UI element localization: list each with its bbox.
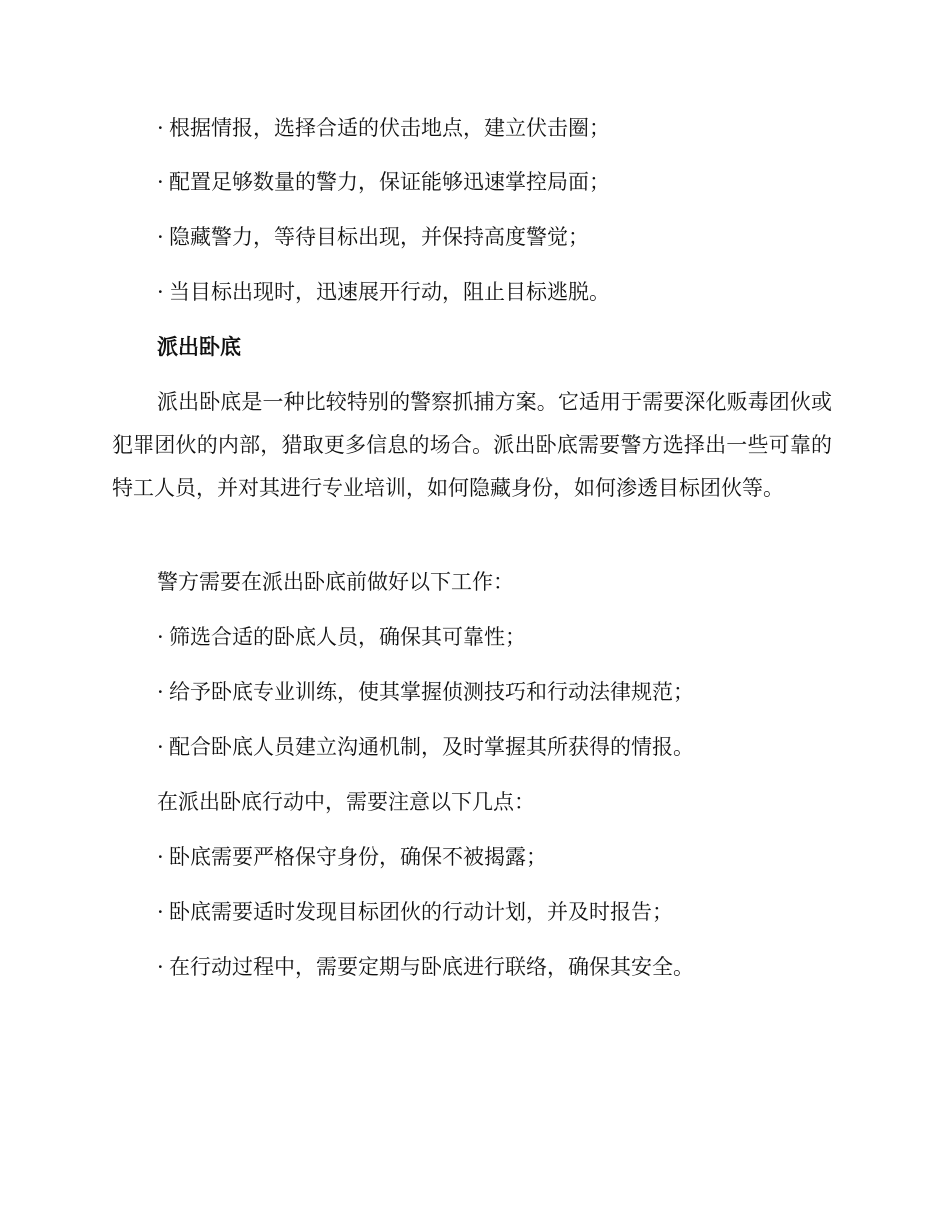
bullet-item	[157, 898, 673, 926]
bullet-text: 当目标出现时，迅速展开行动，阻止目标逃脱。	[169, 280, 610, 304]
bullet-text: 根据情报，选择合适的伏击地点，建立伏击圈；	[169, 116, 610, 140]
prep-intro: 警方需要在派出卧底前做好以下工作：	[157, 570, 514, 594]
bullet-mark: ·	[157, 955, 164, 979]
bullet-item	[157, 843, 547, 871]
bullet-text: 配置足够数量的警力，保证能够迅速掌控局面；	[169, 170, 610, 194]
bullet-mark: ·	[157, 170, 164, 194]
bullet-text: 配合卧底人员建立沟通机制，及时掌握其所获得的情报。	[169, 735, 694, 759]
bullet-mark: ·	[157, 735, 164, 759]
bullet-item	[157, 953, 694, 981]
bullet-mark: ·	[157, 680, 164, 704]
section-paragraph: 派出卧底是一种比较特别的警察抓捕方案。它适用于需要深化贩毒团伙或犯罪团伙的内部，猎取更多信息的场合。派出卧底需要警方选择出一些可靠的特工人员，并对其进行专业培训，如何隐藏身份，如何渗透目标团伙等。	[112, 390, 832, 500]
bullet-item	[157, 114, 610, 142]
bullet-item	[157, 278, 610, 306]
bullet-mark: ·	[157, 900, 164, 924]
bullet-item	[157, 223, 589, 251]
bullet-item	[157, 733, 694, 761]
bullet-item	[157, 168, 610, 196]
bullet-mark: ·	[157, 116, 164, 140]
bullet-mark: ·	[157, 280, 164, 304]
bullet-text: 卧底需要严格保守身份，确保不被揭露；	[169, 845, 547, 869]
bullet-text: 在行动过程中，需要定期与卧底进行联络，确保其安全。	[169, 955, 694, 979]
bullet-text: 筛选合适的卧底人员，确保其可靠性；	[169, 625, 526, 649]
section-heading: 派出卧底	[157, 335, 241, 359]
bullet-text: 给予卧底专业训练，使其掌握侦测技巧和行动法律规范；	[169, 680, 694, 704]
bullet-mark: ·	[157, 225, 164, 249]
bullet-item	[157, 678, 694, 706]
bullet-text: 隐藏警力，等待目标出现，并保持高度警觉；	[169, 225, 589, 249]
bullet-mark: ·	[157, 845, 164, 869]
bullet-text: 卧底需要适时发现目标团伙的行动计划，并及时报告；	[169, 900, 673, 924]
bullet-item	[157, 623, 526, 651]
notes-intro: 在派出卧底行动中，需要注意以下几点：	[157, 790, 535, 814]
bullet-mark: ·	[157, 625, 164, 649]
